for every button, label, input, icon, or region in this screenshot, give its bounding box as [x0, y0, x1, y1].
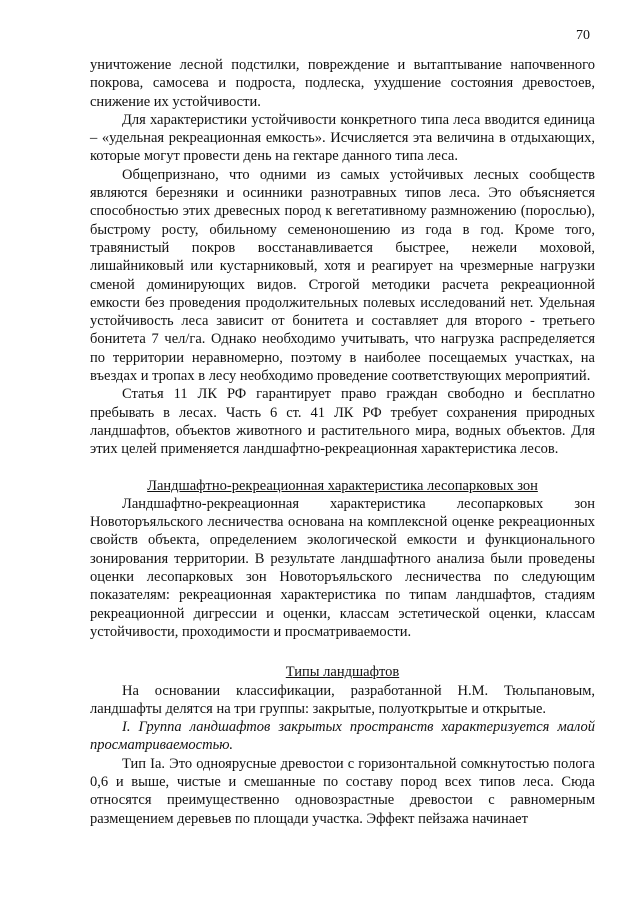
- page-number: 70: [576, 28, 590, 43]
- paragraph: Для характеристики устойчивости конкретного типа леса вводится единица – «удельная рекреационная емкость». Исчисляется эта величина в отдыхающих, которые могут провести день на гектаре данного типа леса.: [90, 111, 595, 165]
- paragraph: уничтожение лесной подстилки, повреждение и вытаптывание напочвенного покрова, самосева и подроста, подлеска, ухудшение состояния древостоев, снижение их устойчивости.: [90, 57, 595, 110]
- paragraph: На основании классификации, разработанной Н.М. Тюльпановым, ландшафты делятся на три группы: закрытые, полуоткрытые и открытые.: [90, 682, 595, 717]
- paragraph: Общепризнано, что одними из самых устойчивых лесных сообществ являются березняки и осинники разнотравных типов леса. Это объясняется способностью этих древесных пород к вегетативному размножению (порослью), быстрому росту, обильному семеноношению из года в год. Кроме того, травянистый покров восстанавливается быстрее, нежели моховой, лишайниковый или кустарниковый, хотя и реагирует на чрезмерные нагрузки сменой доминирующих видов. Строгой методики расчета рекреационной емкости без проведения продолжительных полевых исследований нет. Удельная устойчивость леса зависит от бонитета и составляет для второго - третьего бонитета 7 чел/га. Однако необходимо учитывать, что нагрузка распределяется по территории неравномерно, поэтому в наиболее посещаемых участках, на въездах и тропах в лесу необходимо проведение соответствующих мероприятий.: [90, 166, 595, 385]
- paragraph: Статья 11 ЛК РФ гарантирует право граждан свободно и бесплатно пребывать в лесах. Часть 6 ст. 41 ЛК РФ требует сохранения природных ландшафтов, объектов животного и растительного мира, водных объектов. Для этих целей применяется ландшафтно-рекреационная характеристика лесов.: [90, 386, 595, 458]
- section-heading: Типы ландшафтов: [285, 664, 400, 681]
- paragraph: Ландшафтно-рекреационная характеристика лесопарковых зон Новоторъяльского лесничества основана на комплексной оценке рекреационных свойств объекта, определением экологической емкости и функционального зонирования территории. В результате ландшафтного анализа были проведены оценки лесопарковых зон Новоторъяльского лесничества по следующим показателям: рекреационная характеристика по типам ландшафтов, стадиям рекреационной дигрессии и оценки, классам эстетической оценки, классам устойчивости, проходимости и просматриваемости.: [90, 495, 595, 640]
- document-body: [90, 56, 595, 828]
- paragraph: Тип Iа. Это одноярусные древостои с горизонтальной сомкнутостью полога 0,6 и выше, чистые и смешанные по составу пород всех типов леса. Сюда относятся преимущественно одновозрастные древостои с равномерным размещением деревьев по площади участка. Эффект пейзажа начинает: [90, 755, 595, 827]
- section-heading: Ландшафтно-рекреационная характеристика лесопарковых зон: [147, 477, 538, 494]
- paragraph: I. Группа ландшафтов закрытых пространств характеризуется малой просматриваемостью.: [90, 719, 595, 754]
